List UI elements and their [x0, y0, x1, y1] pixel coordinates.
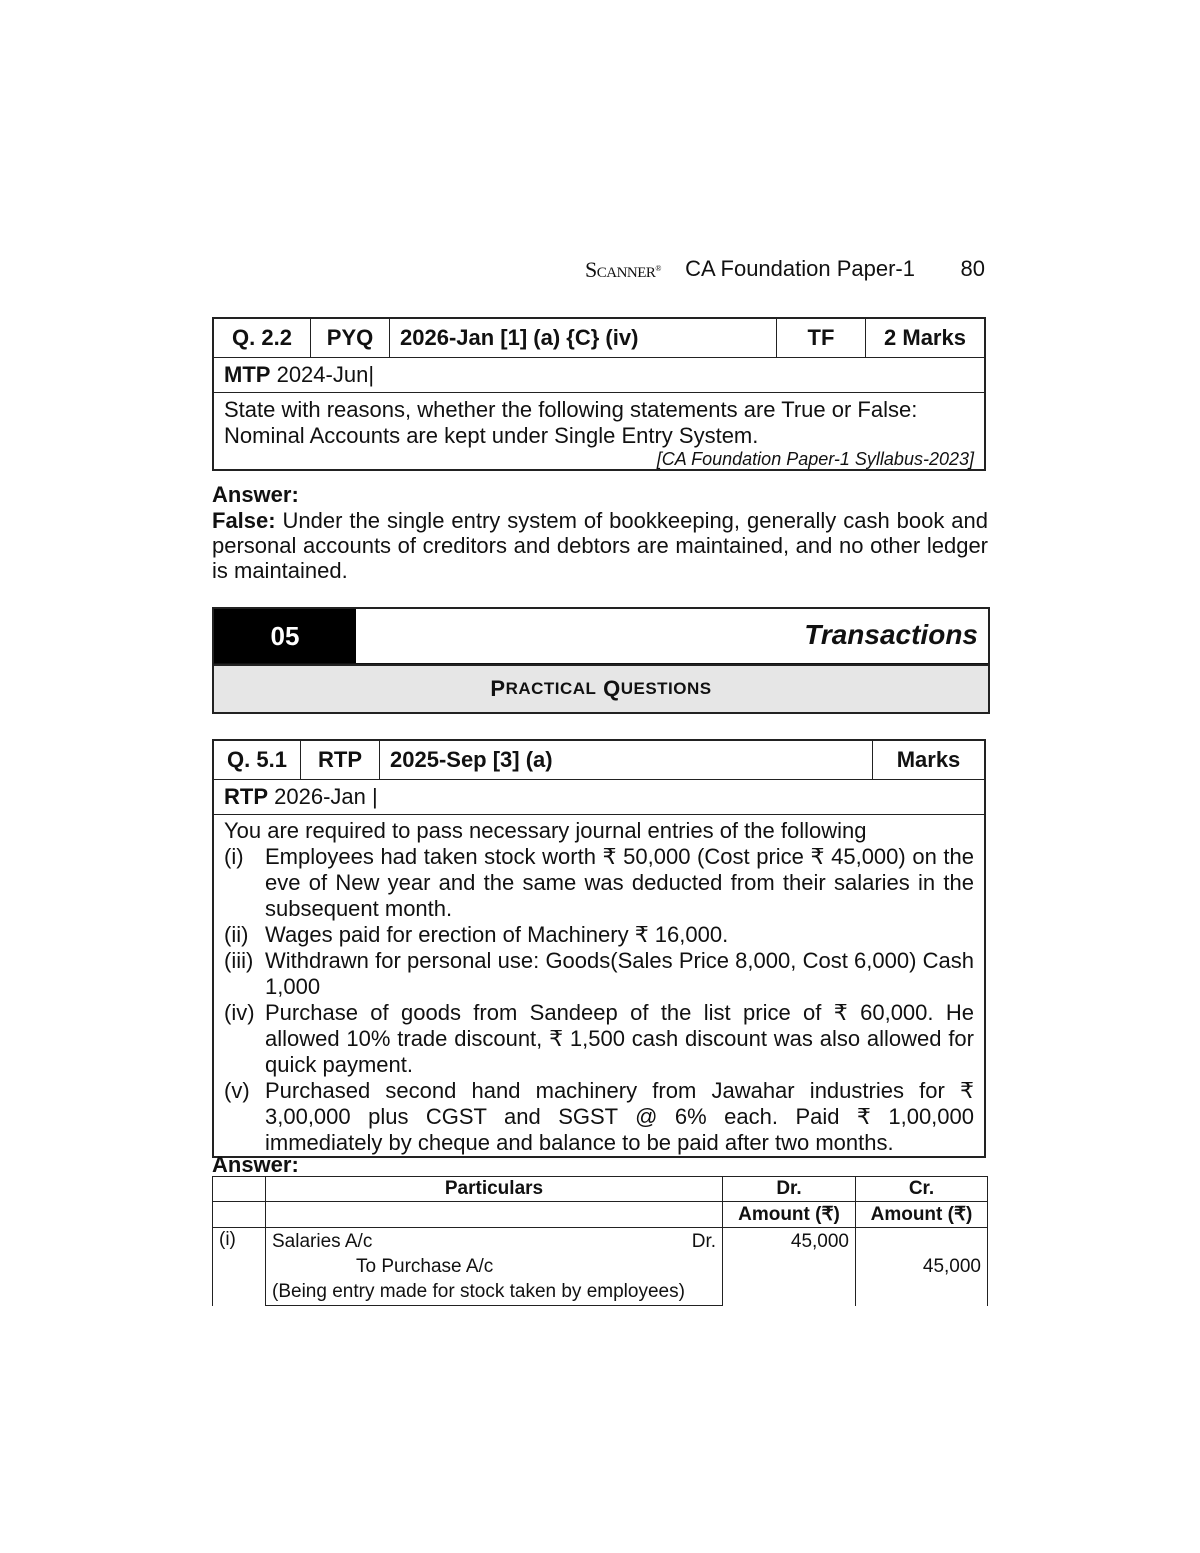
section-heading-uestions: UESTIONS: [620, 679, 712, 698]
chapter-title: Transactions: [804, 619, 978, 650]
entry-cr-amount: 45,000: [856, 1228, 988, 1306]
debit-line: [272, 1229, 716, 1254]
journal-empty-cell: [213, 1177, 266, 1202]
credit-account: To Purchase A/c: [356, 1256, 494, 1277]
list-item: [224, 1078, 974, 1156]
question-items: [224, 844, 974, 1156]
journal-empty-cell: [213, 1202, 266, 1228]
journal-table: [212, 1176, 988, 1306]
running-header: [212, 254, 987, 284]
scanner-logo: SCANNER®: [585, 257, 661, 282]
journal-col-dr-amount: Amount (₹): [723, 1202, 856, 1228]
question-category: TF: [777, 318, 866, 358]
table-row: [213, 1228, 988, 1306]
question-number: Q. 2.2: [213, 318, 311, 358]
rtp-value: 2026-Jan |: [274, 784, 378, 809]
item-label: (iii): [224, 948, 254, 973]
journal-col-dr: Dr.: [723, 1177, 856, 1202]
list-item: [224, 844, 974, 922]
item-text: Purchase of goods from Sandeep of the list price of ₹ 60,000. He allowed 10% trade discount, ₹ 1,500 cash discount was also allowed for quick payment.: [265, 1000, 974, 1077]
question-marks: 2 Marks: [866, 318, 986, 358]
entry-particulars: [266, 1228, 723, 1306]
question-5-1-box: [212, 739, 986, 1158]
list-item: [224, 1000, 974, 1078]
answer-explanation: Under the single entry system of bookkeeping, generally cash book and personal accounts of creditors and debtors are maintained, and no other ledger is maintained.: [212, 508, 988, 583]
item-label: (v): [224, 1078, 250, 1103]
rtp-label: RTP: [224, 784, 268, 809]
rtp-reference: [213, 780, 985, 815]
book-title: CA Foundation Paper-1: [685, 256, 915, 281]
journal-col-particulars: Particulars: [266, 1177, 723, 1202]
entry-label: (i): [213, 1228, 266, 1306]
section-heading-q: Q: [603, 676, 621, 701]
item-label: (iv): [224, 1000, 255, 1025]
question-type: RTP: [301, 740, 380, 780]
section-heading-p: P: [490, 676, 506, 701]
section-heading: [212, 664, 990, 714]
answer-text: [212, 508, 988, 583]
journal-col-cr-amount: Amount (₹): [856, 1202, 988, 1228]
answer-verdict: False:: [212, 508, 276, 533]
item-text: Withdrawn for personal use: Goods(Sales Price 8,000, Cost 6,000) Cash 1,000: [265, 948, 974, 999]
chapter-banner: [212, 607, 990, 667]
answer-label: Answer:: [212, 1152, 299, 1177]
item-label: (i): [224, 844, 244, 869]
question-body: [213, 815, 985, 1158]
question-line-1: State with reasons, whether the following statements are True or False:: [224, 397, 918, 422]
dr-marker: Dr.: [691, 1231, 716, 1252]
entry-dr-amount: 45,000: [723, 1228, 856, 1306]
chapter-number: 05: [214, 609, 356, 663]
question-body: [213, 393, 985, 471]
mtp-reference: [213, 358, 985, 393]
question-reference: 2026-Jan [1] (a) {C} (iv): [390, 318, 777, 358]
mtp-value: 2024-Jun|: [276, 362, 375, 387]
question-type: PYQ: [311, 318, 390, 358]
question-line-2: Nominal Accounts are kept under Single Entry System.: [224, 423, 759, 448]
journal-empty-cell: [266, 1202, 723, 1228]
question-intro: You are required to pass necessary journal entries of the following: [224, 818, 867, 843]
question-reference: 2025-Sep [3] (a): [380, 740, 873, 780]
entry-narration: (Being entry made for stock taken by employees): [272, 1281, 685, 1302]
list-item: [224, 922, 974, 948]
list-item: [224, 948, 974, 1000]
question-2-2-box: [212, 317, 986, 471]
journal-col-cr: Cr.: [856, 1177, 988, 1202]
answer-label: Answer:: [212, 482, 299, 507]
page-number: 80: [960, 256, 985, 281]
item-text: Wages paid for erection of Machinery ₹ 16,000.: [265, 922, 729, 947]
item-text: Employees had taken stock worth ₹ 50,000 (Cost price ₹ 45,000) on the eve of New year and the same was deducted from their salaries in the subsequent month.: [265, 844, 974, 921]
section-heading-ractical: RACTICAL: [505, 679, 597, 698]
item-text: Purchased second hand machinery from Jawahar industries for ₹ 3,00,000 plus CGST and SGST @ 6% each. Paid ₹ 1,00,000 immediately by cheque and balance to be paid after two months.: [265, 1078, 974, 1155]
mtp-label: MTP: [224, 362, 271, 387]
item-label: (ii): [224, 922, 249, 947]
question-number: Q. 5.1: [213, 740, 301, 780]
debit-account: Salaries A/c: [272, 1231, 373, 1252]
question-source: [CA Foundation Paper-1 Syllabus-2023]: [656, 449, 974, 469]
question-marks: Marks: [873, 740, 986, 780]
